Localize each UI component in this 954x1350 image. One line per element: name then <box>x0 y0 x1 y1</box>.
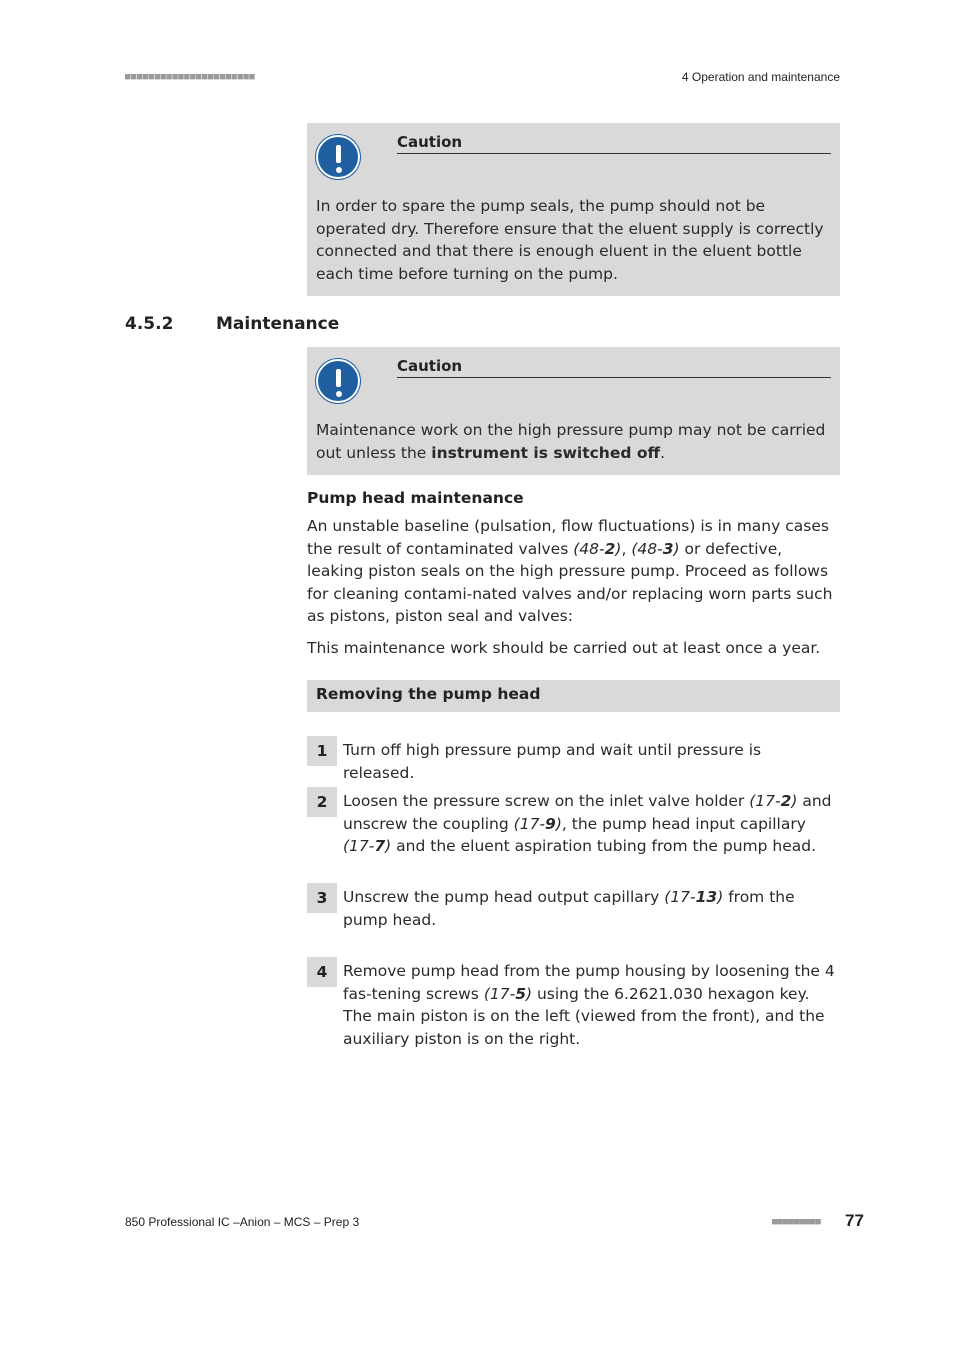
figure-reference: (48-3) <box>631 539 680 558</box>
header-decoration: ■■■■■■■■■■■■■■■■■■■■■■ <box>125 72 256 82</box>
figure-reference: (17-13) <box>664 888 724 906</box>
step-text: Loosen the pressure screw on the inlet valve holder (17-2) and unscrew the coupling (17-9), the pump head input capillary (17-7) and the eluent aspiration tubing from the pump head. <box>343 792 832 855</box>
paragraph: This maintenance work should be carried out at least once a year. <box>307 639 821 657</box>
step-number: 3 <box>307 883 337 913</box>
step-number: 1 <box>307 736 337 766</box>
caution-title: Caution <box>397 133 831 154</box>
paragraph: An unstable baseline (pulsation, flow fluctuations) is in many cases the result of contaminated valves (48-2), (48-3) or defective, leaking piston seals on the high pressure pump. Proceed as follows for cleaning contami-nated valves and/or replacing worn parts such as pistons, piston seal and valves: <box>307 517 833 625</box>
running-header-chapter: 4 Operation and maintenance <box>681 70 840 84</box>
section-number: 4.5.2 <box>125 314 174 334</box>
procedure-title: Removing the pump head <box>316 685 541 703</box>
footer-document-title: 850 Professional IC –Anion – MCS – Prep 3 <box>125 1215 360 1229</box>
emphasis: instrument is switched off <box>431 443 661 462</box>
exclamation-icon <box>316 135 360 179</box>
caution-box <box>307 123 840 296</box>
step-text: Turn off high pressure pump and wait until pressure is released. <box>343 741 762 782</box>
caution-text: Maintenance work on the high pressure pump may not be carried out unless the instrument is switched off. <box>316 421 826 462</box>
figure-reference: (17-7) <box>343 837 392 855</box>
step-number: 2 <box>307 787 337 817</box>
figure-reference: (17-5) <box>483 984 533 1003</box>
step-text: Unscrew the pump head output capillary (17-13) from the pump head. <box>343 888 795 929</box>
section-title: Maintenance <box>216 314 340 334</box>
step-text: Remove pump head from the pump housing by loosening the 4 fas-tening screws (17-5) using the 6.2621.030 hexagon key. The main piston is on the left (viewed from the front), and the auxiliary piston is on the right. <box>343 962 835 1048</box>
figure-reference: (48-2) <box>573 539 622 558</box>
footer-decoration: ■■■■■■■■■ <box>772 1217 821 1227</box>
caution-title: Caution <box>397 357 831 378</box>
figure-reference: (17-9) <box>513 814 562 833</box>
figure-reference: (17-2) <box>749 792 798 810</box>
exclamation-icon <box>316 359 360 403</box>
procedure-title-bar <box>307 680 840 712</box>
caution-box <box>307 347 840 475</box>
page-number: 77 <box>845 1211 864 1230</box>
step-number: 4 <box>307 957 337 987</box>
subheading: Pump head maintenance <box>307 489 524 507</box>
caution-text: In order to spare the pump seals, the pump should not be operated dry. Therefore ensure that the eluent supply is correctly connected and that there is enough eluent in the eluent bottle each time before turning on the pump. <box>316 197 824 283</box>
